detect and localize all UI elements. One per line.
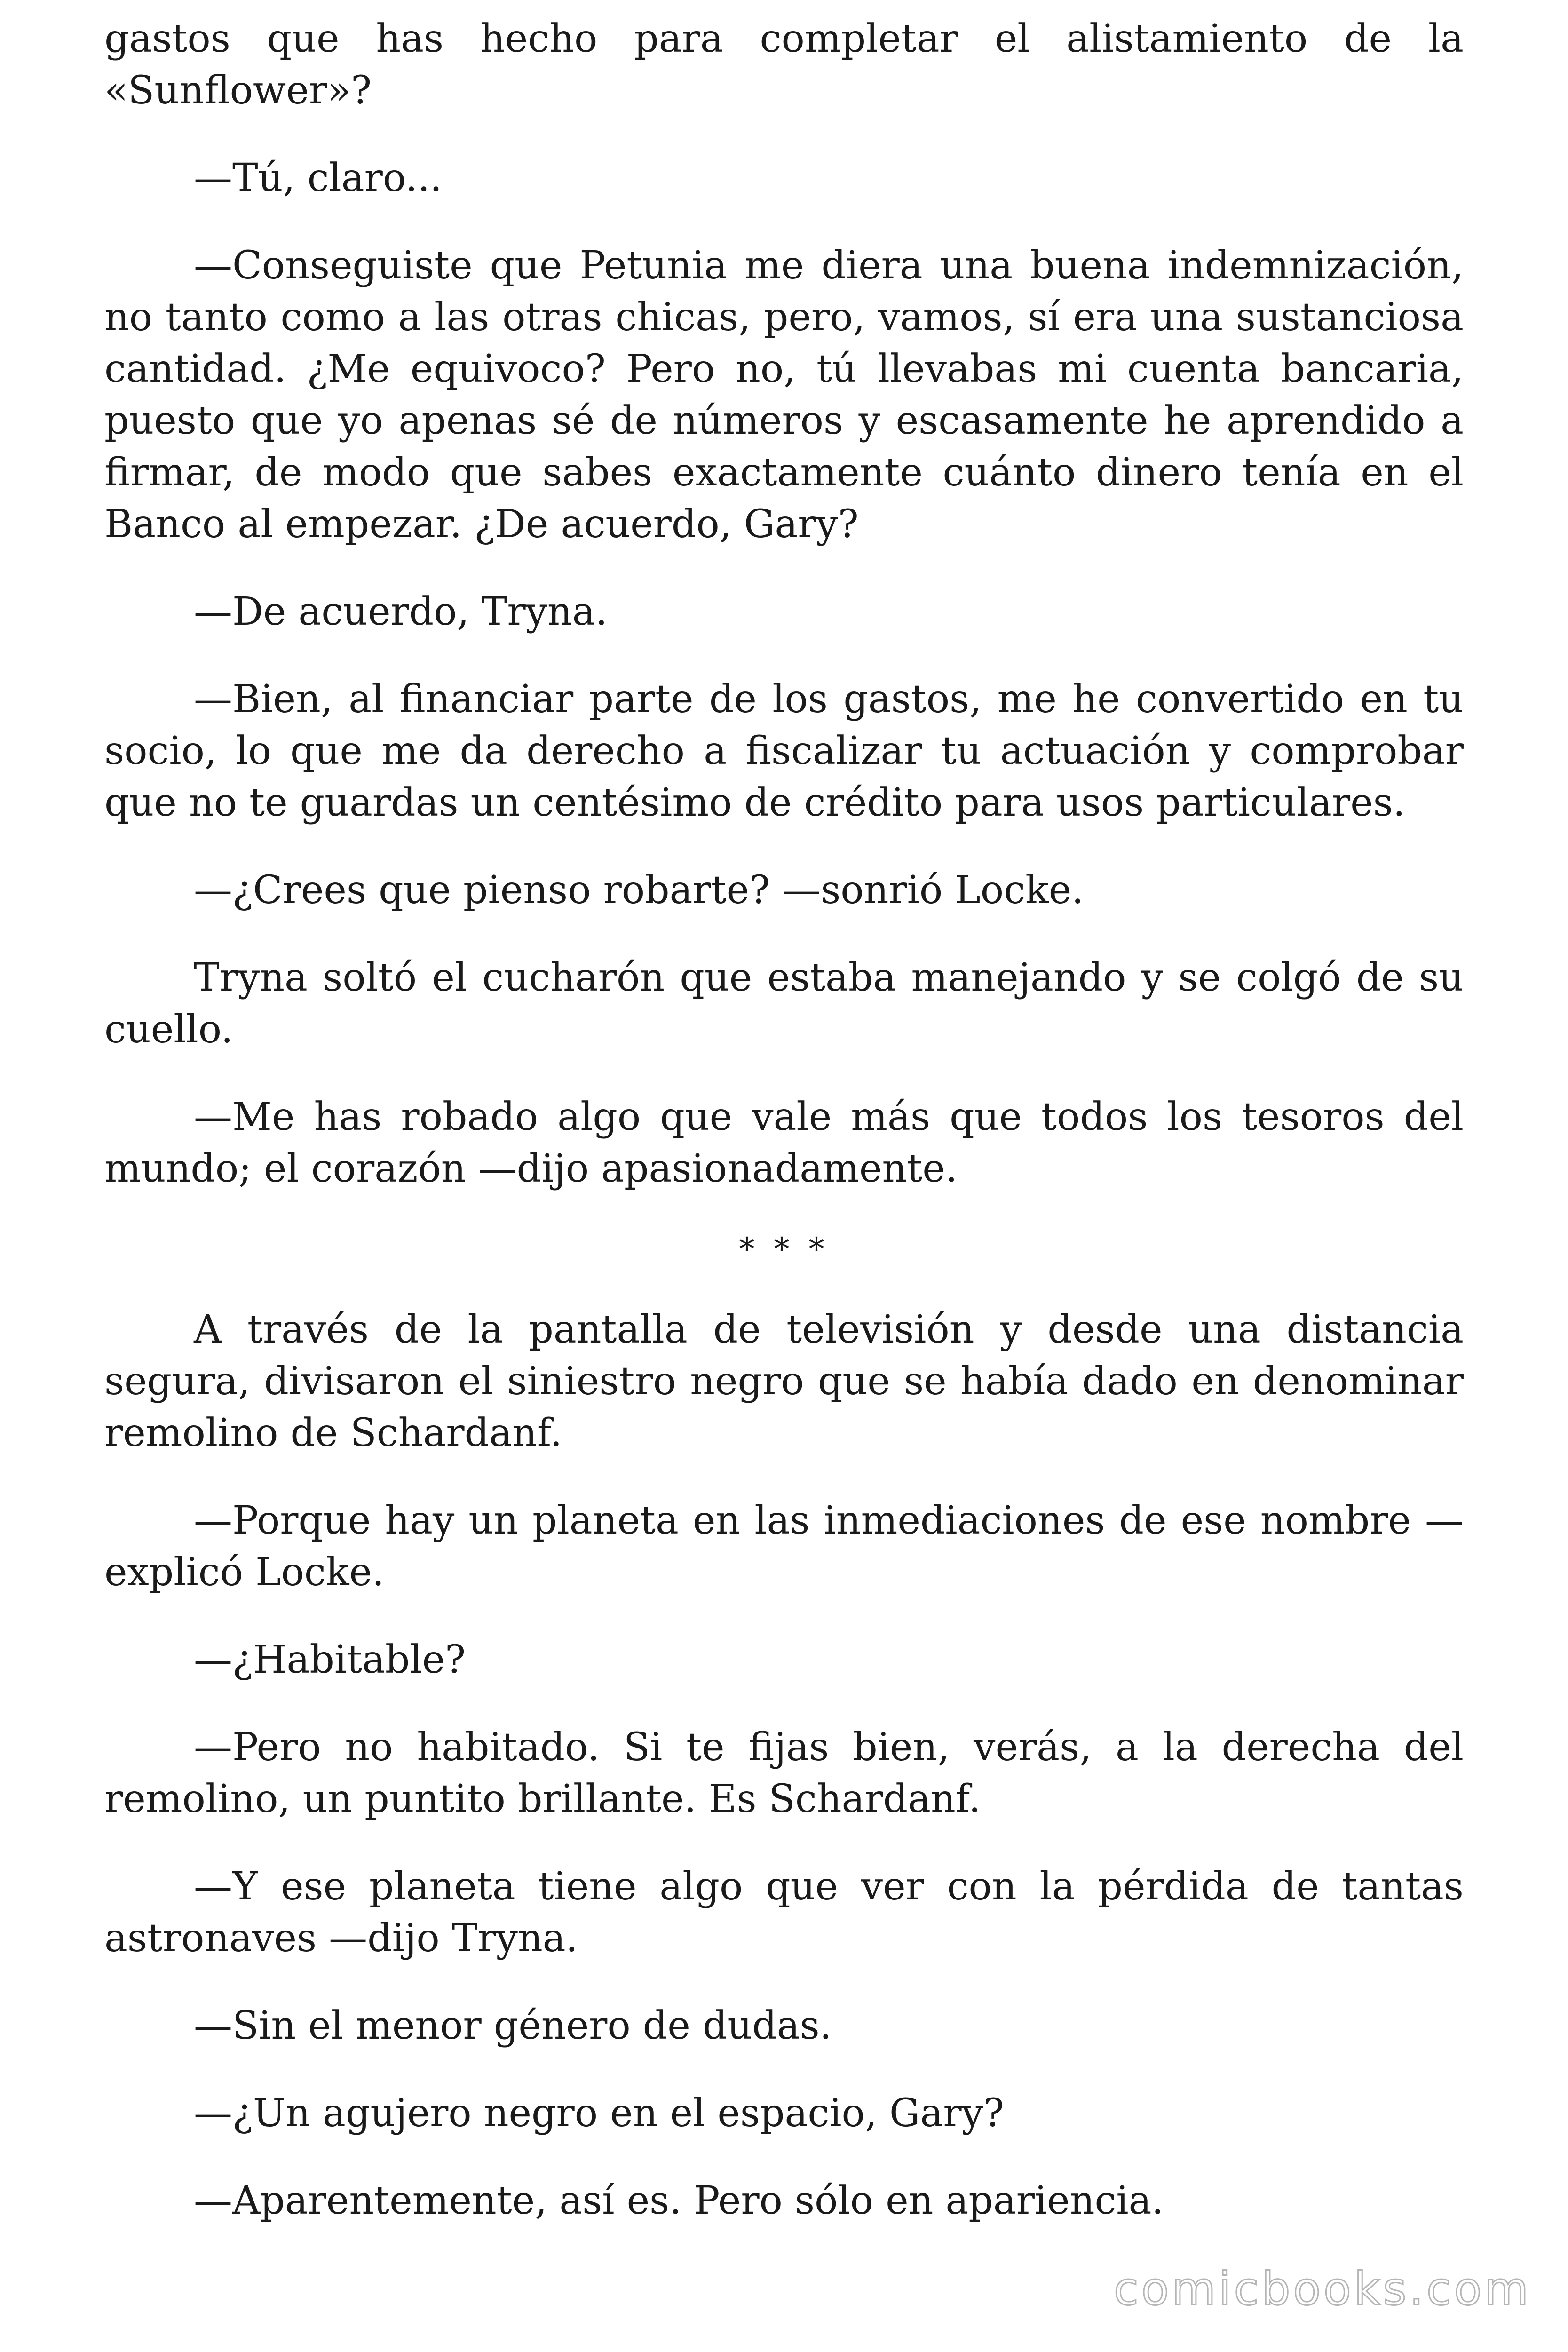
paragraph: A través de la pantalla de televisión y desde una distancia segura, divisaron el siniestro negro que se había dado en denominar remolino de Schardanf.	[104, 1307, 1464, 1455]
paragraph: —Aparentemente, así es. Pero sólo en apariencia.	[194, 2178, 1164, 2223]
paragraph: —Conseguiste que Petunia me diera una buena indemnización, no tanto como a las otras chicas, pero, vamos, sí era una sustanciosa cantidad. ¿Me equivoco? Pero no, tú llevabas mi cuenta bancaria, puesto que yo apenas sé de números y escasamente he aprendido a firmar, de modo que sabes exactamente cuánto dinero tenía en el Banco al empezar. ¿De acuerdo, Gary?	[104, 243, 1464, 547]
paragraph: gastos que has hecho para completar el alistamiento de la «Sunflower»?	[104, 16, 1464, 113]
paragraph: —¿Un agujero negro en el espacio, Gary?	[194, 2091, 1004, 2136]
paragraph: —Me has robado algo que vale más que todos los tesoros del mundo; el corazón —dijo apasionadamente.	[104, 1095, 1464, 1191]
paragraph: Tryna soltó el cucharón que estaba manejando y se colgó de su cuello.	[104, 955, 1464, 1052]
paragraph: —Bien, al financiar parte de los gastos, me he convertido en tu socio, lo que me da derecho a fiscalizar tu actuación y comprobar que no te guardas un centésimo de crédito para usos particulares.	[104, 677, 1464, 825]
paragraph: —Y ese planeta tiene algo que ver con la pérdida de tantas astronaves —dijo Tryna.	[104, 1864, 1464, 1961]
paragraph: —Pero no habitado. Si te fijas bien, verás, a la derecha del remolino, un puntito brillante. Es Schardanf.	[104, 1725, 1464, 1821]
paragraph: —Tú, claro...	[194, 156, 442, 200]
site-watermark: comicbooks.com	[1113, 2263, 1531, 2315]
paragraph: —¿Habitable?	[194, 1637, 466, 1682]
paragraph: —Porque hay un planeta en las inmediaciones de ese nombre —explicó Locke.	[104, 1498, 1464, 1595]
paragraph: —De acuerdo, Tryna.	[194, 589, 608, 634]
paragraph: —Sin el menor género de dudas.	[194, 2003, 832, 2048]
scene-break: * * *	[739, 1231, 829, 1267]
paragraph: —¿Crees que pienso robarte? —sonrió Locke.	[194, 868, 1084, 913]
text-column	[104, 13, 1464, 2263]
